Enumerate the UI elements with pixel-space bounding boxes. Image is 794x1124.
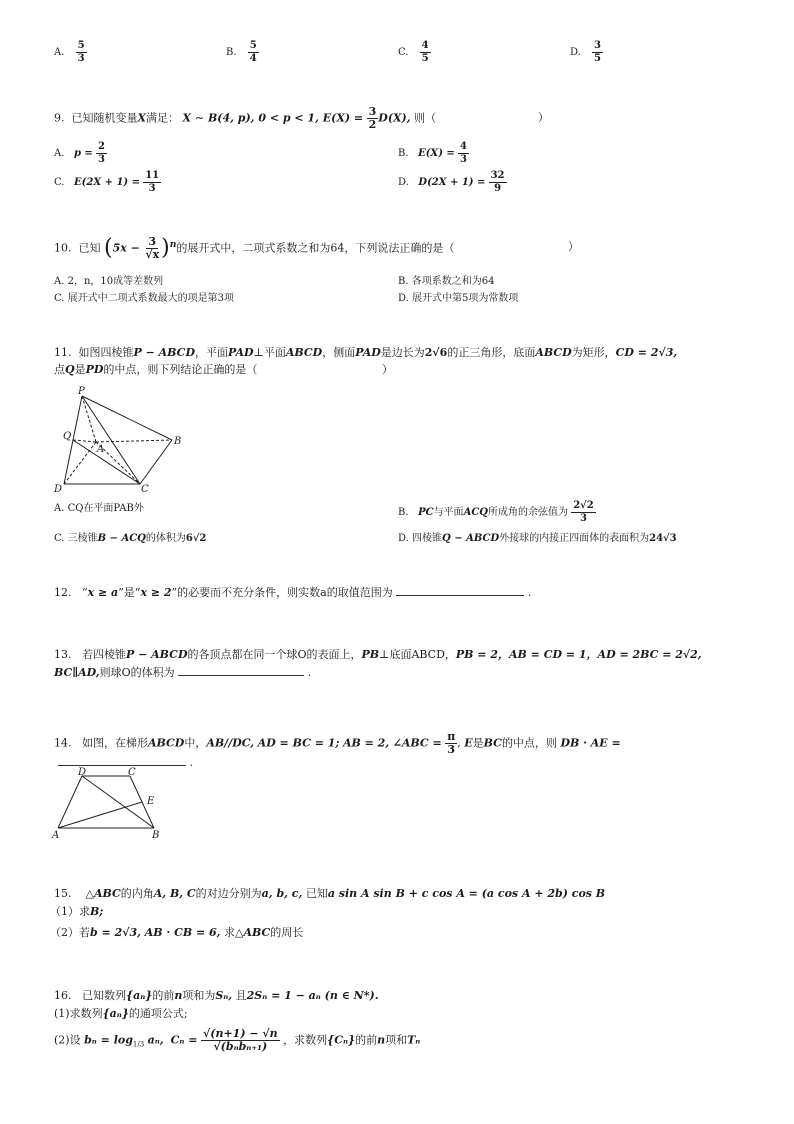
fraction: $\frac{11}{3}$ bbox=[145, 170, 160, 194]
edge-ab bbox=[96, 440, 172, 442]
q11-stem-line1: 11. 如图四棱锥P − ABCD，平面PAD⊥平面ABCD，侧面PAD是边长为2√6的正三角形，底面ABCD为矩形，CD = 2√3, bbox=[54, 346, 678, 359]
q11-paren-close: ） bbox=[382, 363, 393, 376]
q16-stem: 16. 已知数列{aₙ}的前n项和为Sₙ, 且2Sₙ = 1 − aₙ (n ∈ N*). bbox=[54, 989, 379, 1002]
q15-part2: （2）若b = 2√3, AB · CB = 6, 求△ABC的周长 bbox=[50, 926, 304, 939]
q13-stem-line2: BC∥AD,则球O的体积为 . bbox=[54, 666, 312, 679]
fraction: $\frac{4}{3}$ bbox=[459, 141, 467, 165]
fraction: $\frac{4}{5}$ bbox=[421, 40, 429, 64]
label-d: D bbox=[54, 484, 63, 494]
q11-option-a[interactable]: A. CQ在平面PAB外 bbox=[54, 503, 144, 514]
fraction: $\frac{3}{5}$ bbox=[594, 40, 601, 64]
q11-pyramid-figure bbox=[50, 384, 190, 494]
label-b: B bbox=[152, 830, 160, 841]
fraction: $\frac{2√2}{3}$ bbox=[573, 500, 594, 524]
q10-option-a[interactable]: A. 2，n，10成等差数列 bbox=[54, 276, 164, 287]
q16-part2: (2)设 $b_n = \log_{1/3} a_n$, Cₙ = $\frac{√(n+1) - √n}{\text{√(bₙbₙ₊₁)}}$ ，求数列{Cₙ}的前n项和Tₙ bbox=[54, 1027, 421, 1053]
q11-option-c[interactable]: C. 三棱锥B − ACQ的体积为6√2 bbox=[54, 533, 207, 544]
q10-option-c[interactable]: C. 展开式中二项式系数最大的项是第3项 bbox=[54, 293, 235, 304]
q9-stem: 9. 已知随机变量X满足： X ∼ B(4, p), 0 < p < 1, E(X) = $\frac{3}{2}$ D(X), 则（ bbox=[54, 105, 437, 131]
q10-option-d[interactable]: D. 展开式中第5项为常数项 bbox=[398, 293, 519, 304]
q9-option-d[interactable]: D. D(2X + 1) = $\frac{32}{9}$ bbox=[398, 170, 505, 194]
q8-option-c[interactable]: C. $\frac{4}{5}$ bbox=[398, 40, 429, 64]
edge-pb bbox=[82, 396, 172, 440]
label-e: E bbox=[147, 796, 155, 807]
q10-stem: 10. 已知 (5x − $\frac{3}{√x}$ )$^n$的展开式中，二项式系数之和为64，下列说法正确的是（ bbox=[54, 235, 455, 261]
q16-part1: (1)求数列{aₙ}的通项公式; bbox=[54, 1007, 188, 1020]
q9-option-b[interactable]: B. E(X) = $\frac{4}{3}$ bbox=[398, 141, 467, 165]
label-q: Q bbox=[63, 431, 72, 442]
fraction: $\frac{3}{√x}$ bbox=[145, 235, 160, 261]
label-a: A bbox=[52, 830, 60, 841]
q8-option-b[interactable]: B. $\frac{5}{4}$ bbox=[226, 40, 257, 64]
q10-paren-close: ） bbox=[568, 240, 579, 253]
q14-answer-line: . bbox=[58, 756, 193, 770]
label-c: C bbox=[141, 484, 149, 494]
q13-stem-line1: 13. 若四棱锥P − ABCD的各顶点都在同一个球O的表面上，PB⊥底面ABCD，PB = 2，AB = CD = 1，AD = 2BC = 2√2, bbox=[54, 648, 702, 661]
fraction: $\frac{5}{3}$ bbox=[77, 40, 85, 64]
label-d: D bbox=[78, 767, 87, 778]
answer-blank[interactable] bbox=[178, 675, 304, 676]
label-p: P bbox=[78, 386, 85, 397]
q14-trapezoid-figure bbox=[50, 766, 175, 842]
q11-option-d[interactable]: D. 四棱锥Q − ABCD外接球的内接正四面体的表面积为24√3 bbox=[398, 533, 677, 544]
q8-option-d[interactable]: D. $\frac{3}{5}$ bbox=[570, 40, 601, 64]
fraction: $\frac{5}{4}$ bbox=[249, 40, 257, 64]
q9-option-a[interactable]: A. p = $\frac{2}{3}$ bbox=[54, 141, 105, 165]
edge-db bbox=[82, 776, 154, 828]
label-b: B bbox=[174, 436, 182, 447]
answer-blank[interactable] bbox=[396, 595, 524, 596]
edge-cb bbox=[140, 440, 172, 484]
q9-paren-close: ） bbox=[538, 111, 549, 124]
edge-qc bbox=[73, 440, 140, 484]
q9-option-c[interactable]: C. E(2X + 1) = $\frac{11}{3}$ bbox=[54, 170, 160, 194]
label-a: A bbox=[97, 444, 105, 455]
edge-ad bbox=[58, 776, 82, 828]
label-c: C bbox=[128, 767, 136, 778]
q15-part1: （1）求B; bbox=[50, 905, 104, 918]
fraction: $\frac{32}{9}$ bbox=[490, 170, 505, 194]
fraction: $\frac{√(n+1) - √n}{\text{√(bₙbₙ₊₁)}}$ bbox=[203, 1027, 278, 1053]
q8-option-a[interactable]: A. $\frac{5}{3}$ bbox=[54, 40, 85, 64]
edge-pc bbox=[82, 396, 140, 484]
fraction: $\frac{2}{3}$ bbox=[98, 141, 105, 165]
fraction: $\frac{3}{2}$ bbox=[368, 105, 377, 131]
q11-stem-line2: 点Q是PD的中点，则下列结论正确的是（ bbox=[54, 363, 258, 376]
q15-stem: 15. △ABC的内角A, B, C的对边分别为a, b, c, 已知a sin A sin B + c cos A = (a cos A + 2b) cos B bbox=[54, 887, 606, 900]
q10-option-b[interactable]: B. 各项系数之和为64 bbox=[398, 276, 495, 287]
q12-stem: 12. “x ≥ a”是“x ≥ 2”的必要而不充分条件，则实数a的取值范围为 . bbox=[54, 586, 532, 599]
q11-option-b[interactable]: B. PC与平面ACQ所成角的余弦值为 $\frac{2√2}{3}$ bbox=[398, 500, 594, 524]
edge-ae bbox=[58, 802, 142, 828]
q14-stem: 14. 如图，在梯形ABCD中，AB//DC, AD = BC = 1; AB = 2, ∠ABC = $\frac{\pi}{3}$ , E是BC的中点，则 DB · AE = bbox=[54, 730, 621, 756]
fraction: $\frac{\pi}{3}$ bbox=[447, 730, 456, 756]
edge-pa bbox=[82, 396, 96, 442]
